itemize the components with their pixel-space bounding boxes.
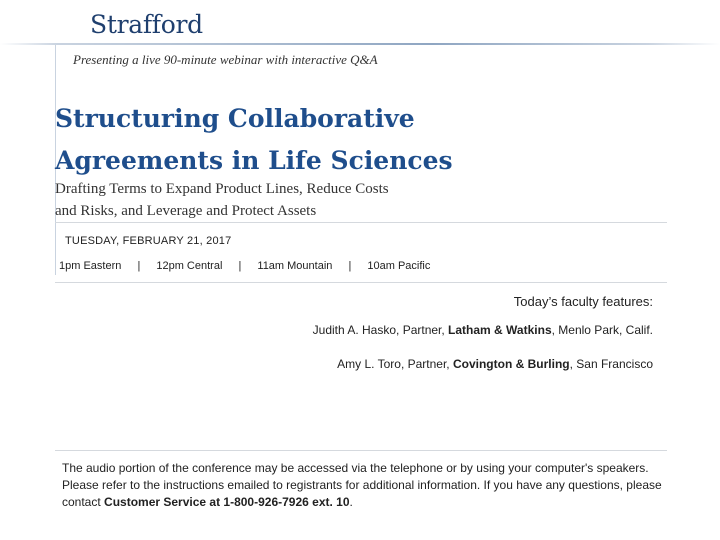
speaker-2-firm: Covington & Burling (452, 357, 570, 371)
speaker-2-location: , San Francisco (569, 357, 653, 371)
divider-top (55, 222, 667, 223)
speaker-1 (313, 323, 653, 337)
speaker-1-name: Judith A. Hasko, Partner, (312, 323, 449, 337)
time-separator: | (348, 260, 352, 272)
audio-instructions (62, 460, 662, 511)
divider-bottom (55, 450, 667, 451)
time-separator: | (238, 260, 242, 272)
subtitle-line-1: Drafting Terms to Expand Product Lines, Reduce Costs (55, 181, 389, 197)
time-eastern: 1pm Eastern (59, 260, 122, 272)
footer-text: The audio portion of the conference may be accessed via the telephone or by using your computer's speakers. Please refer to the instructions emailed to registrants for additional information. If you have any questions, please contact (62, 461, 662, 509)
webinar-times (59, 260, 430, 272)
speaker-2-name: Amy L. Toro, Partner, (337, 357, 453, 371)
webinar-subtitle (55, 178, 475, 222)
customer-service-contact: Customer Service at 1-800-926-7926 ext. 10 (104, 495, 350, 509)
title-line-1: Structuring Collaborative (55, 104, 415, 133)
time-pacific: 10am Pacific (367, 260, 431, 272)
webinar-date: TUESDAY, FEBRUARY 21, 2017 (65, 235, 232, 247)
webinar-title (55, 98, 615, 182)
footer-end: . (349, 495, 353, 509)
speaker-1-firm: Latham & Watkins (448, 323, 552, 337)
divider-middle (55, 282, 667, 283)
time-mountain: 11am Mountain (257, 260, 333, 272)
time-separator: | (137, 260, 141, 272)
strafford-logo: Strafford (90, 10, 203, 39)
webinar-tagline: Presenting a live 90-minute webinar with interactive Q&A (73, 52, 378, 67)
speaker-1-location: , Menlo Park, Calif. (551, 323, 653, 337)
title-line-2: Agreements in Life Sciences (55, 146, 453, 175)
speaker-2 (337, 357, 653, 371)
subtitle-line-2: and Risks, and Leverage and Protect Assets (55, 203, 317, 219)
time-central: 12pm Central (156, 260, 223, 272)
header-divider (0, 43, 720, 45)
faculty-heading: Today’s faculty features: (513, 294, 653, 309)
